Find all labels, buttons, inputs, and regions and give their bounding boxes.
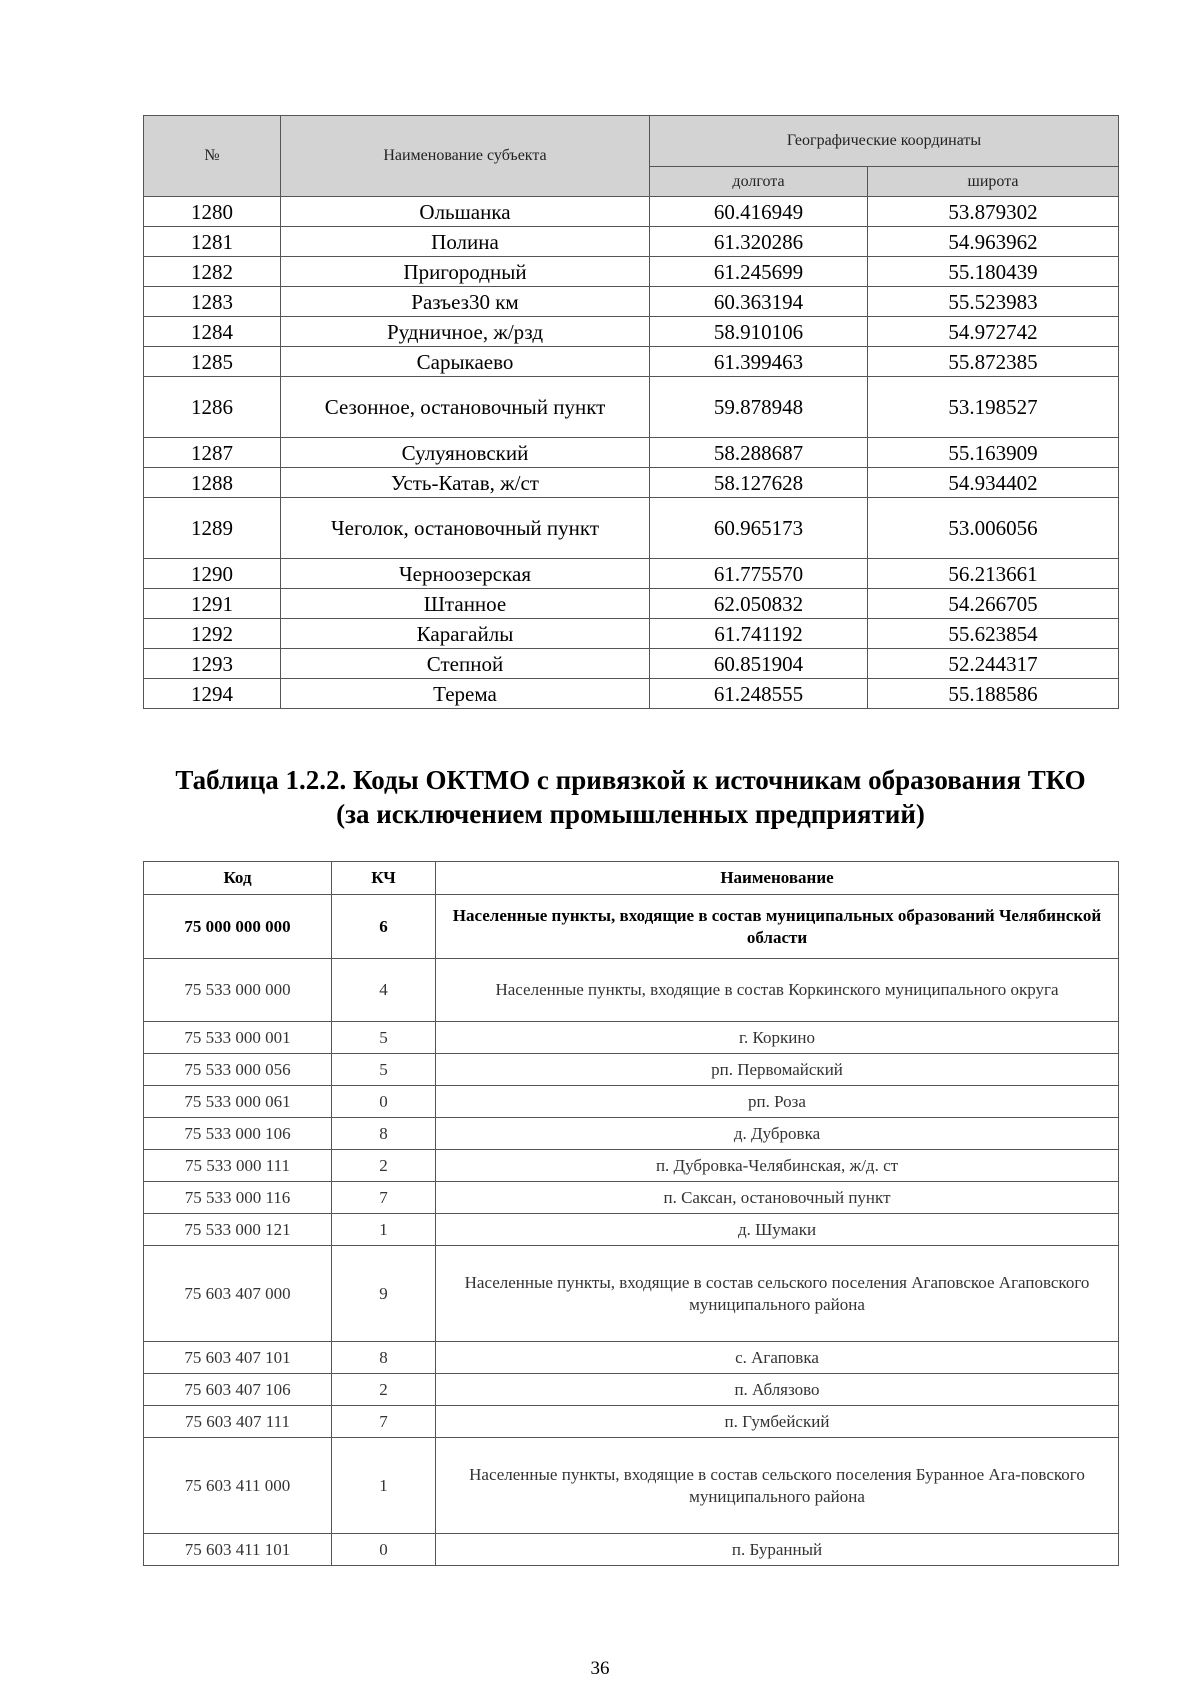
row-subject-name: Степной (281, 649, 650, 679)
row-subject-name: Сезонное, остановочный пункт (281, 377, 650, 438)
header-number: № (144, 116, 281, 197)
table-row (144, 589, 1119, 619)
row-name: Населенные пункты, входящие в состав сельского поселения Агаповское Агаповского муниципального района (436, 1246, 1119, 1342)
row-number: 1291 (144, 589, 281, 619)
header-kch: КЧ (332, 862, 436, 895)
row-number: 1293 (144, 649, 281, 679)
table-row (144, 1150, 1119, 1182)
row-code: 75 533 000 116 (144, 1182, 332, 1214)
row-code: 75 603 407 000 (144, 1246, 332, 1342)
row-subject-name: Рудничное, ж/рзд (281, 317, 650, 347)
row-number: 1284 (144, 317, 281, 347)
row-subject-name: Сарыкаево (281, 347, 650, 377)
header-code: Код (144, 862, 332, 895)
header-latitude: широта (868, 167, 1119, 197)
row-subject-name: Пригородный (281, 257, 650, 287)
table-row (144, 317, 1119, 347)
table-row (144, 377, 1119, 438)
row-code: 75 603 407 111 (144, 1406, 332, 1438)
table-row (144, 1182, 1119, 1214)
row-name: Населенные пункты, входящие в состав Коркинского муниципального округа (436, 959, 1119, 1022)
row-code: 75 533 000 001 (144, 1022, 332, 1054)
row-code: 75 603 411 000 (144, 1438, 332, 1534)
row-name: д. Дубровка (436, 1118, 1119, 1150)
table-row (144, 649, 1119, 679)
row-subject-name: Карагайлы (281, 619, 650, 649)
row-number: 1285 (144, 347, 281, 377)
table-row (144, 1374, 1119, 1406)
table-row (144, 227, 1119, 257)
row-longitude: 61.248555 (650, 679, 868, 709)
row-latitude: 55.623854 (868, 619, 1119, 649)
row-longitude: 60.416949 (650, 197, 868, 227)
row-number: 1294 (144, 679, 281, 709)
row-kch: 2 (332, 1150, 436, 1182)
row-code: 75 533 000 106 (144, 1118, 332, 1150)
row-kch: 6 (332, 895, 436, 959)
table-row (144, 347, 1119, 377)
table-row (144, 619, 1119, 649)
row-latitude: 54.934402 (868, 468, 1119, 498)
row-code: 75 533 000 061 (144, 1086, 332, 1118)
table-row (144, 1054, 1119, 1086)
row-latitude: 53.006056 (868, 498, 1119, 559)
row-name: п. Дубровка-Челябинская, ж/д. ст (436, 1150, 1119, 1182)
row-number: 1281 (144, 227, 281, 257)
table-row (144, 197, 1119, 227)
table-row (144, 257, 1119, 287)
table-row (144, 468, 1119, 498)
row-name: рп. Роза (436, 1086, 1119, 1118)
row-name: Населенные пункты, входящие в состав муниципальных образований Челябинской области (436, 895, 1119, 959)
oktmo-codes-table (143, 861, 1119, 1566)
row-latitude: 54.266705 (868, 589, 1119, 619)
row-number: 1288 (144, 468, 281, 498)
row-code: 75 603 407 106 (144, 1374, 332, 1406)
row-code: 75 533 000 121 (144, 1214, 332, 1246)
row-longitude: 62.050832 (650, 589, 868, 619)
table-row (144, 287, 1119, 317)
row-latitude: 54.972742 (868, 317, 1119, 347)
row-longitude: 58.910106 (650, 317, 868, 347)
row-code: 75 533 000 000 (144, 959, 332, 1022)
table-row (144, 1342, 1119, 1374)
row-longitude: 61.741192 (650, 619, 868, 649)
row-latitude: 55.163909 (868, 438, 1119, 468)
row-latitude: 52.244317 (868, 649, 1119, 679)
table-row (144, 1022, 1119, 1054)
table-row (144, 1086, 1119, 1118)
row-number: 1292 (144, 619, 281, 649)
table-row (144, 1118, 1119, 1150)
row-subject-name: Полина (281, 227, 650, 257)
row-number: 1287 (144, 438, 281, 468)
table-title (143, 763, 1118, 831)
row-number: 1290 (144, 559, 281, 589)
row-kch: 5 (332, 1054, 436, 1086)
row-subject-name: Усть-Катав, ж/ст (281, 468, 650, 498)
table-row (144, 1534, 1119, 1566)
row-name: п. Гумбейский (436, 1406, 1119, 1438)
row-number: 1286 (144, 377, 281, 438)
row-number: 1283 (144, 287, 281, 317)
row-code: 75 603 411 101 (144, 1534, 332, 1566)
table-row (144, 1246, 1119, 1342)
row-kch: 8 (332, 1118, 436, 1150)
row-longitude: 61.245699 (650, 257, 868, 287)
row-name: п. Саксан, остановочный пункт (436, 1182, 1119, 1214)
row-latitude: 54.963962 (868, 227, 1119, 257)
row-kch: 7 (332, 1182, 436, 1214)
table-row (144, 438, 1119, 468)
row-code: 75 603 407 101 (144, 1342, 332, 1374)
row-longitude: 61.320286 (650, 227, 868, 257)
row-name: с. Агаповка (436, 1342, 1119, 1374)
row-number: 1289 (144, 498, 281, 559)
row-kch: 2 (332, 1374, 436, 1406)
table-row (144, 1214, 1119, 1246)
row-kch: 9 (332, 1246, 436, 1342)
row-subject-name: Штанное (281, 589, 650, 619)
row-number: 1282 (144, 257, 281, 287)
table-row (144, 679, 1119, 709)
row-longitude: 58.127628 (650, 468, 868, 498)
row-kch: 5 (332, 1022, 436, 1054)
row-longitude: 59.878948 (650, 377, 868, 438)
row-longitude: 61.399463 (650, 347, 868, 377)
row-name: д. Шумаки (436, 1214, 1119, 1246)
row-latitude: 56.213661 (868, 559, 1119, 589)
table-title-line-2: (за исключением промышленных предприятий) (336, 799, 925, 829)
row-name: Населенные пункты, входящие в состав сельского поселения Буранное Ага-повского муниципального района (436, 1438, 1119, 1534)
row-name: п. Аблязово (436, 1374, 1119, 1406)
row-longitude: 60.363194 (650, 287, 868, 317)
header-name: Наименование (436, 862, 1119, 895)
row-kch: 0 (332, 1534, 436, 1566)
row-name: рп. Первомайский (436, 1054, 1119, 1086)
row-subject-name: Сулуяновский (281, 438, 650, 468)
row-code: 75 000 000 000 (144, 895, 332, 959)
page-number: 36 (590, 1658, 610, 1679)
row-kch: 7 (332, 1406, 436, 1438)
row-latitude: 55.872385 (868, 347, 1119, 377)
row-latitude: 55.188586 (868, 679, 1119, 709)
row-kch: 1 (332, 1438, 436, 1534)
row-code: 75 533 000 111 (144, 1150, 332, 1182)
row-latitude: 55.180439 (868, 257, 1119, 287)
coordinates-table (143, 115, 1119, 709)
row-latitude: 53.198527 (868, 377, 1119, 438)
row-number: 1280 (144, 197, 281, 227)
row-kch: 4 (332, 959, 436, 1022)
row-code: 75 533 000 056 (144, 1054, 332, 1086)
row-longitude: 58.288687 (650, 438, 868, 468)
header-geo-coordinates: Географические координаты (650, 116, 1119, 167)
row-subject-name: Разъез30 км (281, 287, 650, 317)
row-longitude: 60.965173 (650, 498, 868, 559)
row-name: п. Буранный (436, 1534, 1119, 1566)
row-subject-name: Терема (281, 679, 650, 709)
row-subject-name: Черноозерская (281, 559, 650, 589)
row-longitude: 60.851904 (650, 649, 868, 679)
row-longitude: 61.775570 (650, 559, 868, 589)
row-name: г. Коркино (436, 1022, 1119, 1054)
row-kch: 0 (332, 1086, 436, 1118)
table-row (144, 1406, 1119, 1438)
header-longitude: долгота (650, 167, 868, 197)
row-latitude: 55.523983 (868, 287, 1119, 317)
table-row (144, 1438, 1119, 1534)
table-row (144, 498, 1119, 559)
header-subject-name: Наименование субъекта (281, 116, 650, 197)
table-row (144, 559, 1119, 589)
row-kch: 1 (332, 1214, 436, 1246)
row-latitude: 53.879302 (868, 197, 1119, 227)
table-row (144, 895, 1119, 959)
table-title-line-1: Таблица 1.2.2. Коды ОКТМО с привязкой к источникам образования ТКО (175, 765, 1086, 795)
table-row (144, 959, 1119, 1022)
row-subject-name: Ольшанка (281, 197, 650, 227)
row-kch: 8 (332, 1342, 436, 1374)
row-subject-name: Чеголок, остановочный пункт (281, 498, 650, 559)
